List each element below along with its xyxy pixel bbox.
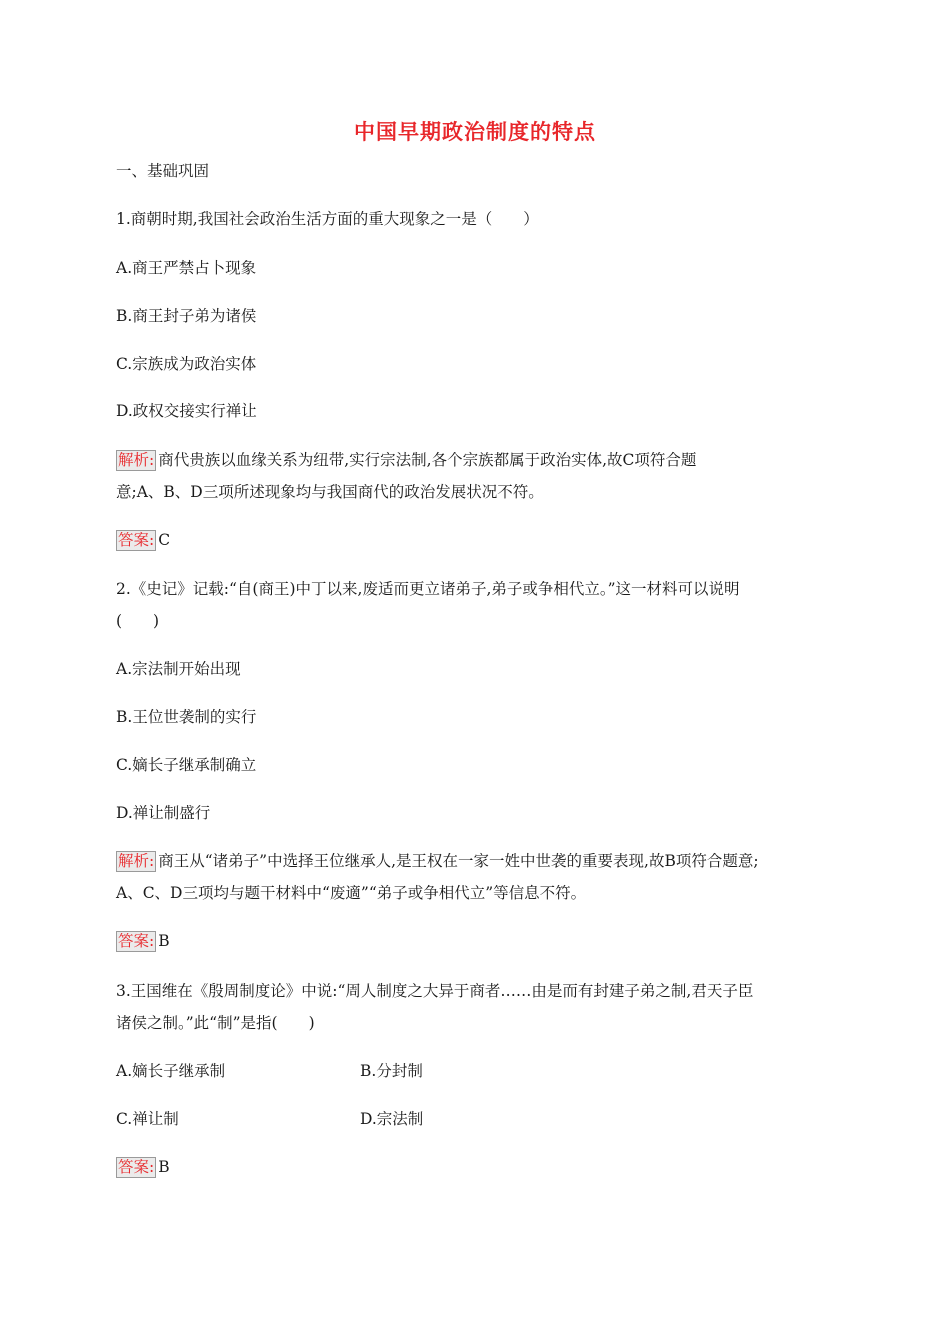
question-2-option-c: C.嫡长子继承制确立 [116, 756, 257, 774]
question-3-stem: 3.王国维在《殷周制度论》中说:“周人制度之大异于商者……由是而有封建子弟之制,君天子臣 [116, 982, 754, 1000]
analysis-tag: 解析: [118, 451, 155, 469]
question-3-stem-cont: 诸侯之制。”此“制”是指( ) [116, 1014, 315, 1032]
question-2-stem-cont: ( ) [116, 612, 160, 630]
question-3-option-b: B.分封制 [360, 1062, 423, 1080]
answer-tag: 答案: [118, 1158, 155, 1176]
answer-value: C [158, 531, 171, 549]
analysis-text: 商代贵族以血缘关系为纽带,实行宗法制,各个宗族都属于政治实体,故C项符合题 [158, 451, 697, 469]
question-1-analysis [116, 449, 696, 471]
answer-tag: 答案: [118, 932, 155, 950]
analysis-text: 商王从“诸弟子”中选择王位继承人,是王权在一家一姓中世袭的重要表现,故B项符合题意; [158, 852, 759, 870]
question-3-option-a: A.嫡长子继承制 [116, 1062, 226, 1080]
answer-value: B [158, 1158, 170, 1176]
question-3-options-row-2 [116, 1108, 424, 1130]
answer-tag: 答案: [118, 531, 155, 549]
question-2-stem: 2.《史记》记载:“自(商王)中丁以来,废适而更立诸弟子,弟子或争相代立。”这一材料可以说明 [116, 580, 740, 598]
section-heading: 一、基础巩固 [116, 162, 210, 180]
question-3-options-row-1 [116, 1060, 423, 1082]
question-3-option-c: C.禅让制 [116, 1110, 179, 1128]
question-1-option-c: C.宗族成为政治实体 [116, 355, 257, 373]
question-3-answer [116, 1156, 170, 1178]
question-2-option-b: B.王位世袭制的实行 [116, 708, 257, 726]
question-1-stem: 1.商朝时期,我国社会政治生活方面的重大现象之一是（ ） [116, 210, 539, 228]
question-2-answer [116, 930, 170, 952]
question-1-analysis-cont: 意;A、B、D三项所述现象均与我国商代的政治发展状况不符。 [116, 483, 544, 501]
question-2-analysis-cont: A、C、D三项均与题干材料中“废適”“弟子或争相代立”等信息不符。 [116, 884, 587, 902]
analysis-tag: 解析: [118, 852, 155, 870]
question-3-option-d: D.宗法制 [360, 1110, 424, 1128]
answer-value: B [158, 932, 170, 950]
question-1-option-d: D.政权交接实行禅让 [116, 402, 257, 420]
question-2-option-d: D.禅让制盛行 [116, 804, 211, 822]
page-title: 中国早期政治制度的特点 [354, 120, 596, 144]
question-1-option-a: A.商王严禁占卜现象 [116, 259, 257, 277]
question-1-answer [116, 529, 170, 551]
question-2-analysis [116, 850, 759, 872]
question-1-option-b: B.商王封子弟为诸侯 [116, 307, 257, 325]
question-2-option-a: A.宗法制开始出现 [116, 660, 241, 678]
